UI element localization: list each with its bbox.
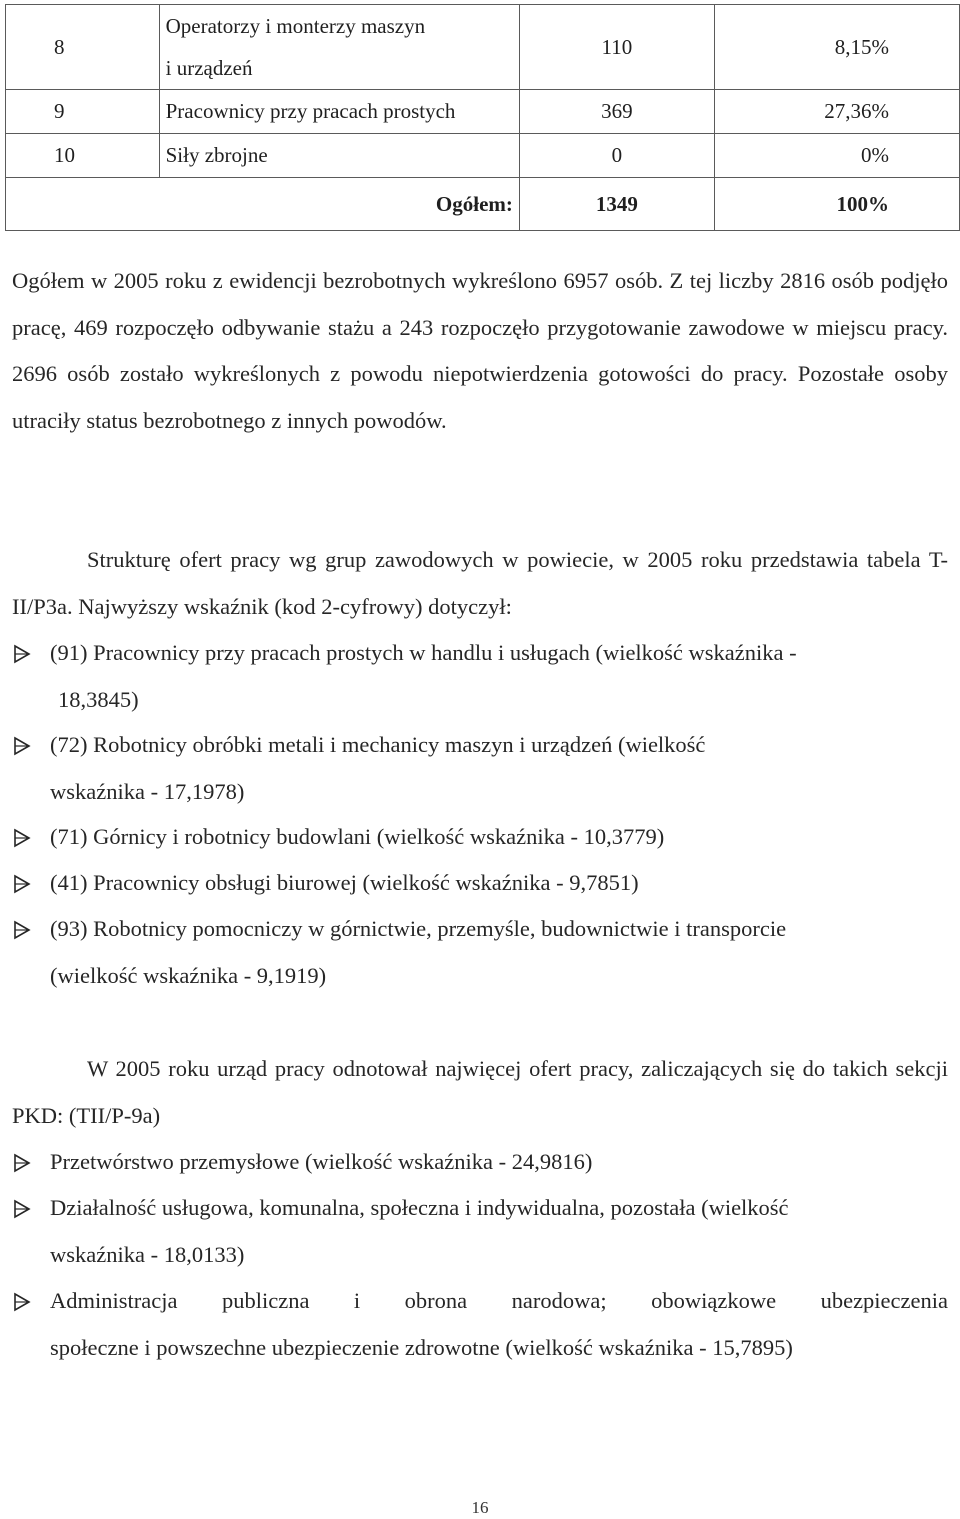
arrow-bullet-icon: [12, 644, 32, 664]
list-item: [12, 906, 948, 999]
count-cell: 0: [519, 134, 714, 178]
arrow-bullet-icon: [12, 920, 32, 940]
list-item: [12, 722, 948, 815]
row-number: 8: [6, 5, 160, 90]
list-item-text: (41) Pracownicy obsługi biurowej (wielkość wskaźnika - 9,7851): [50, 870, 639, 895]
count-cell: 110: [519, 5, 714, 90]
row-number: 9: [6, 90, 160, 134]
percent-cell: 27,36%: [714, 90, 959, 134]
percent-cell: 0%: [714, 134, 959, 178]
percent-cell: 8,15%: [714, 5, 959, 90]
list-item-continuation: wskaźnika - 18,0133): [50, 1241, 245, 1267]
table-total-row: [6, 178, 960, 231]
list-item-text: (71) Górnicy i robotnicy budowlani (wielkość wskaźnika - 10,3779): [50, 824, 665, 849]
arrow-bullet-icon: [12, 736, 32, 756]
list-item-text: Przetwórstwo przemysłowe (wielkość wskaźnika - 24,9816): [50, 1149, 593, 1174]
list-item-text: (72) Robotnicy obróbki metali i mechanicy maszyn i urządzeń (wielkość: [50, 732, 706, 757]
list-item-continuation: (wielkość wskaźnika - 9,1919): [50, 962, 327, 988]
arrow-bullet-icon: [12, 1199, 32, 1219]
page-number: 16: [471, 1498, 489, 1517]
arrow-bullet-icon: [12, 874, 32, 894]
occupation-name-line1: Operatorzy i monterzy maszyn: [165, 14, 426, 38]
arrow-bullet-icon: [12, 1153, 32, 1173]
list-item: [12, 630, 948, 723]
table-row: [6, 90, 960, 134]
paragraph-pkd-sections-text: W 2005 roku urząd pracy odnotował najwięcej ofert pracy, zaliczających się do takich sekcji PKD: (TII/P-9a): [12, 1056, 948, 1128]
occupation-name: [159, 5, 519, 90]
paragraph-offers-structure-text: Strukturę ofert pracy wg grup zawodowych w powiecie, w 2005 roku przedstawia tabela T-II/P3a. Najwyższy wskaźnik (kod 2-cyfrowy) dotyczył:: [12, 547, 948, 619]
list-item: [12, 1278, 948, 1371]
arrow-bullet-icon: [12, 1292, 32, 1312]
occupation-name: Siły zbrojne: [159, 134, 519, 178]
occupation-name-line2: i urządzeń: [165, 56, 253, 80]
occupation-table: [5, 4, 960, 231]
list-item: [12, 1139, 948, 1186]
list-item-continuation: 18,3845): [58, 686, 139, 712]
row-number: 10: [6, 134, 160, 178]
list-item: [12, 814, 948, 861]
paragraph-removals: Ogółem w 2005 roku z ewidencji bezrobotnych wykreślono 6957 osób. Z tej liczby 2816 osób podjęło pracę, 469 rozpoczęło odbywanie stażu a 243 rozpoczęło przygotowanie zawodowe w miejscu pracy. 2696 osób zostało wykreślonych z powodu niepotwierdzenia gotowości do pracy. Pozostałe osoby utraciły status bezrobotnego z innych powodów.: [12, 268, 948, 433]
list-item: [12, 1185, 948, 1278]
list-item-text: Administracja publiczna i obrona narodowa; obowiązkowe ubezpieczenia: [50, 1288, 948, 1313]
paragraph-offers-structure: [12, 537, 948, 630]
paragraph-pkd-sections: [12, 1046, 948, 1139]
list-item-continuation: wskaźnika - 17,1978): [50, 778, 245, 804]
list-item-text: (91) Pracownicy przy pracach prostych w handlu i usługach (wielkość wskaźnika -: [50, 640, 797, 665]
list-item-text: (93) Robotnicy pomocniczy w górnictwie, przemyśle, budownictwie i transporcie: [50, 916, 787, 941]
list-item: [12, 860, 948, 907]
total-count: 1349: [519, 178, 714, 231]
total-label: Ogółem:: [6, 178, 520, 231]
total-percent: 100%: [714, 178, 959, 231]
count-cell: 369: [519, 90, 714, 134]
occupation-name: Pracownicy przy pracach prostych: [159, 90, 519, 134]
list-item-continuation: społeczne i powszechne ubezpieczenie zdrowotne (wielkość wskaźnika - 15,7895): [50, 1334, 793, 1360]
table-row: [6, 5, 960, 90]
table-row: [6, 134, 960, 178]
list-item-text: Działalność usługowa, komunalna, społeczna i indywidualna, pozostała (wielkość: [50, 1195, 789, 1220]
arrow-bullet-icon: [12, 828, 32, 848]
